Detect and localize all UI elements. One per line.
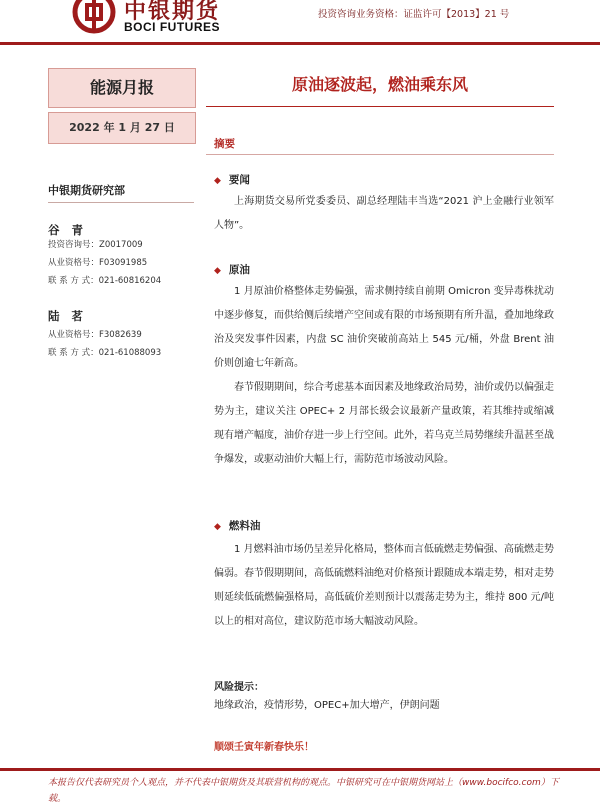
report-type: 能源月报 — [48, 68, 196, 108]
section-paragraph: 1 月燃料油市场仍呈差异化格局，整体而言低硫燃走势偏强、高硫燃走势偏弱。春节假期期间，高低硫燃料油绝对价格预计跟随成本端走势，相对走势则延续低硫燃偏强格局，高低硫价差则预计以震荡走势为主，维持 800 元/吨以上的相对高位，建议防范市场大幅波动风险。 — [214, 544, 554, 627]
header-divider — [0, 42, 600, 45]
analyst-info: 投资咨询号：Z0017009 — [48, 240, 143, 250]
section-heading: ◆ 要闻 — [214, 174, 250, 186]
analyst-info: 联 系 方 式：021-61088093 — [48, 348, 162, 358]
diamond-bullet-icon: ◆ — [214, 266, 221, 276]
report-title: 原油逐波起，燃油乘东风 — [291, 75, 468, 94]
section-paragraph: 1 月原油价格整体走势偏强，需求侧持续自前期 Omicron 变异毒株扰动中逐步修复，而供给侧后续增产空间或有限的市场预期有所升温，叠加地缘政治及突发事件因素，内盘 SC 油价突破前高站上 545 元/桶，外盘 Brent 油价则创逾七年新高。 — [214, 286, 554, 369]
footer-divider — [0, 768, 600, 771]
license-text: 投资咨询业务资格：证监许可【2013】21 号 — [318, 9, 510, 20]
section-paragraph: 春节假期期间，综合考虑基本面因素及地缘政治局势，油价或仍以偏强走势为主，建议关注 OPEC+ 2 月部长级会议最新产量政策，若其维持或缩减现有增产幅度，油价存进一步上行空间。此外，若乌克兰局势继续升温甚至战争爆发，或驱动油价大幅上行，需防范市场波动风险。 — [214, 382, 554, 465]
analyst-info: 从业资格号：F03091985 — [48, 258, 148, 268]
section-paragraph: 上海期货交易所党委委员、副总经理陆丰当选“2021 沪上金融行业领军人物”。 — [214, 196, 554, 231]
section-heading: ◆ 燃料油 — [214, 520, 261, 532]
abstract-label: 摘要 — [214, 138, 235, 150]
diamond-bullet-icon: ◆ — [214, 176, 221, 186]
abstract-divider — [206, 154, 554, 155]
analyst-info: 从业资格号：F3082639 — [48, 330, 142, 340]
brand-name-cn: 中银期货 — [124, 0, 221, 24]
brand-name-en: BOCI FUTURES — [124, 20, 220, 34]
analyst-name: 陆 茗 — [48, 309, 88, 323]
department: 中银期货研究部 — [48, 184, 125, 197]
risk-text: 地缘政治，疫情形势，OPEC+加大增产，伊朗问题 — [214, 700, 440, 711]
greeting: 顺颂壬寅年新春快乐！ — [214, 742, 314, 753]
section-heading: ◆ 原油 — [214, 264, 250, 276]
diamond-bullet-icon: ◆ — [214, 522, 221, 532]
analyst-info: 联 系 方 式：021-60816204 — [48, 276, 162, 286]
risk-label: 风险提示： — [214, 682, 264, 693]
sidebar-divider — [48, 202, 194, 203]
title-divider — [206, 106, 554, 107]
boc-logo-icon — [72, 0, 116, 34]
analyst-name: 谷 青 — [48, 223, 88, 237]
report-date: 2022 年 1 月 27 日 — [48, 112, 196, 144]
disclaimer: 本报告仅代表研究员个人观点，并不代表中银期货及其联营机构的观点。中银研究可在中银期货网站上（www.bocifco.com）下载。 — [48, 778, 559, 804]
